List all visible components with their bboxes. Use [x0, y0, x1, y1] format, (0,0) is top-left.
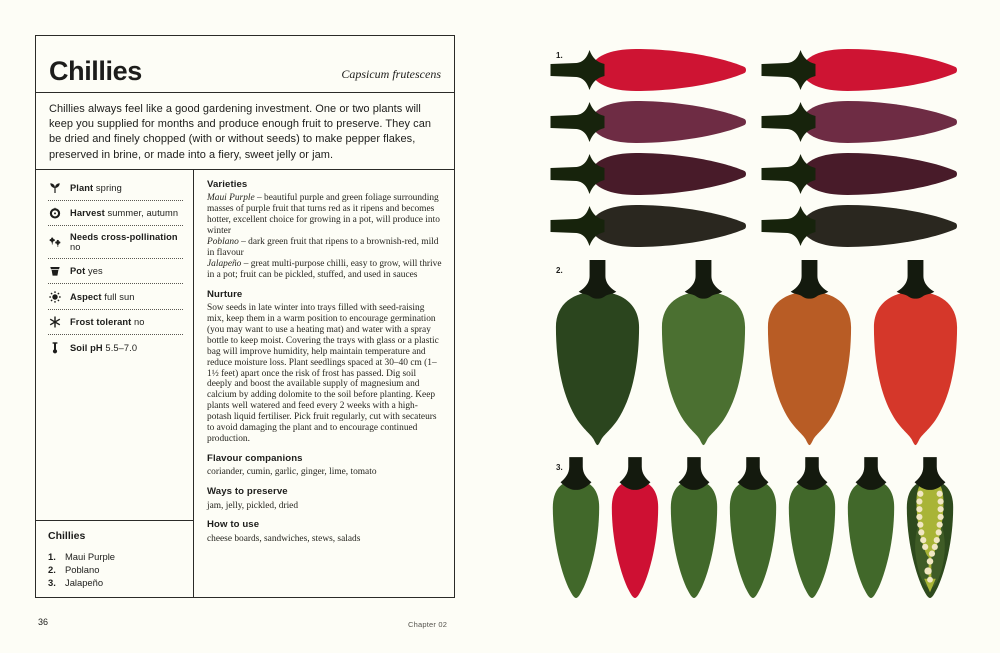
page-number: 36: [38, 617, 49, 627]
illustration-legend: [36, 520, 193, 597]
sprout-icon: [48, 181, 61, 194]
group-2-label: 2.: [556, 266, 563, 275]
attribute-row-soil-ph: [48, 335, 183, 360]
latin-name: Capsicum frutescens: [341, 67, 441, 81]
long-chilli: [548, 97, 749, 147]
how-to-use-heading: How to use: [207, 519, 260, 531]
long-chilli-group: [548, 45, 960, 251]
sun-icon: [48, 290, 61, 303]
jalapeno-chilli: [548, 457, 604, 602]
attributes-column: [36, 170, 194, 597]
legend-item: 3. Jalapeño: [48, 576, 104, 588]
flavour-heading: Flavour companions: [207, 452, 303, 464]
jalapeno-chilli: [725, 457, 781, 602]
poblano-pepper: [548, 260, 647, 453]
attribute-text: Harvest summer, autumn: [70, 208, 179, 218]
variety-entry: Jalapeño – great multi-purpose chilli, easy to grow, will thrive in a pot; fruit can be pickled, stuffed, and used in sauces: [207, 258, 442, 280]
snowflake-icon: [48, 316, 61, 329]
group-1-label: 1.: [556, 51, 563, 60]
left-page-frame: [35, 35, 455, 598]
long-chilli: [759, 149, 960, 199]
jalapeno-cut-open: [902, 457, 958, 602]
poblano-group: [548, 260, 965, 453]
cross-pollination-icon: [48, 236, 61, 249]
attribute-text: Plant spring: [70, 182, 122, 193]
title-row: [36, 36, 454, 93]
jalapeno-chilli: [843, 457, 899, 602]
attribute-row-harvest: [48, 201, 183, 227]
how-to-use-text: cheese boards, sandwiches, stews, salads: [207, 533, 361, 544]
group-3-label: 3.: [556, 463, 563, 472]
poblano-pepper: [654, 260, 753, 453]
nurture-heading: Nurture: [207, 288, 243, 300]
nurture-text: Sow seeds in late winter into trays filled with seed-raising mix, keep them in a warm position to encourage germination (you may want to use a heating mat) and water with a spray bottle to keep moist. Covering the trays with glass or a plastic bag will improve humidity, help maintain temperature and reduce moisture loss. Plant seedlings spaced at 30–40 cm (1–1½ feet) apart once the risk of frost has passed. Dig soil deeply and boost the available supply of magnesium and calcium by adding dolomite to the soil before planting. Keep plants well watered and feed every 2 weeks with a high-potash liquid fertiliser. Pick fruit regularly, cut with secateurs to avoid damaging the plant and to encourage continued production.: [207, 303, 439, 444]
jalapeno-chilli: [607, 457, 663, 602]
pot-icon: [48, 265, 61, 278]
attribute-text: Soil pH 5.5–7.0: [70, 342, 138, 353]
long-chilli: [548, 149, 749, 199]
intro-paragraph: Chillies always feel like a good gardening investment. One or two plants will keep you supplied for months and produce enough fruit to preserve. They can be dried and finely chopped (with or without seeds) to make pepper flakes, preserved in brine, or made into a fiery, sweet jelly or jam.: [36, 93, 454, 170]
attribute-list: [36, 170, 193, 360]
page-title: Chillies: [49, 56, 142, 87]
long-chilli: [548, 45, 749, 95]
legend-item: 1. Maui Purple: [48, 550, 116, 562]
attribute-row-frost: [48, 310, 183, 336]
long-chilli: [759, 97, 960, 147]
variety-entry: Poblano – dark green fruit that ripens to a brownish-red, mild in flavour: [207, 237, 439, 258]
attribute-row-cross-pollination: [48, 226, 183, 259]
jalapeno-chilli: [784, 457, 840, 602]
chapter-label: Chapter 02: [408, 620, 448, 629]
preserve-heading: Ways to preserve: [207, 486, 288, 498]
attribute-row-aspect: [48, 284, 183, 310]
poblano-pepper: [866, 260, 965, 453]
attribute-text: Pot yes: [70, 266, 103, 276]
jalapeno-chilli: [666, 457, 722, 602]
attribute-row-pot: [48, 259, 183, 285]
soil-ph-icon: [48, 341, 61, 354]
variety-entry: Maui Purple – beautiful purple and green foliage surrounding masses of purple fruit that turns red as it ripens and becomes hotter, excellent choice for growing in a pot, will produce into winter: [207, 193, 440, 237]
attribute-text: Frost tolerant no: [70, 317, 145, 327]
attribute-row-plant: [48, 175, 183, 201]
legend-heading: Chillies: [48, 529, 86, 542]
harvest-icon: [48, 207, 61, 220]
long-chilli: [759, 201, 960, 251]
content-columns: [36, 170, 454, 597]
legend-item: 2. Poblano: [48, 563, 100, 575]
long-chilli: [548, 201, 749, 251]
long-chilli: [759, 45, 960, 95]
poblano-pepper: [760, 260, 859, 453]
jalapeno-group: [548, 457, 958, 602]
flavour-text: coriander, cumin, garlic, ginger, lime, tomato: [207, 467, 377, 478]
preserve-text: jam, jelly, pickled, dried: [207, 500, 299, 511]
details-column: [194, 170, 454, 597]
attribute-text: Aspect full sun: [70, 291, 135, 302]
varieties-heading: Varieties: [207, 179, 248, 190]
attribute-text: Needs cross-pollination no: [70, 232, 178, 252]
